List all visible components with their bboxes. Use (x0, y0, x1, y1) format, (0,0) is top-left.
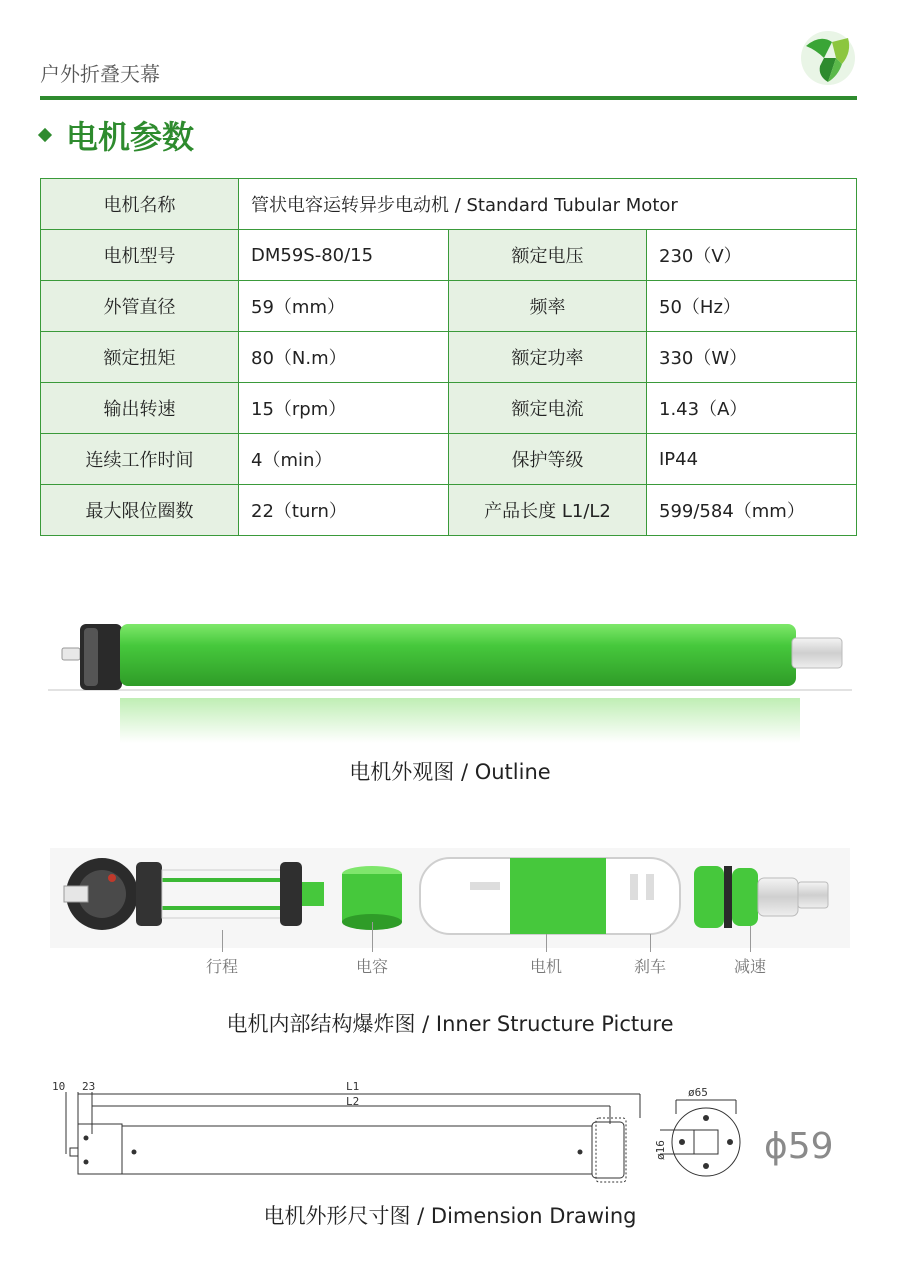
section-heading (40, 112, 194, 158)
part-label-gearbox: 减速 (733, 957, 767, 976)
param-value: IP44 (647, 434, 857, 485)
category-title: 户外折叠天幕 (40, 62, 160, 86)
dimension-drawing (40, 1074, 860, 1190)
part-label-capacitor: 电容 (355, 957, 389, 976)
dim-16: ø16 (654, 1140, 667, 1160)
table-row (41, 179, 857, 230)
param-label: 电机名称 (41, 179, 239, 230)
table-row (41, 434, 857, 485)
param-label: 外管直径 (41, 281, 239, 332)
table-row (41, 332, 857, 383)
dim-10: 10 (52, 1080, 66, 1093)
dim-diameter: ϕ59 (764, 1126, 834, 1167)
param-value: 59（mm） (239, 281, 449, 332)
leader-line (372, 922, 373, 952)
param-label: 额定扭矩 (41, 332, 239, 383)
param-value: DM59S-80/15 (239, 230, 449, 281)
param-label: 额定功率 (449, 332, 647, 383)
param-value: 4（min） (239, 434, 449, 485)
header-rule (40, 96, 857, 100)
inner-structure-caption: 电机内部结构爆炸图 / Inner Structure Picture (226, 1012, 674, 1036)
motor-outline-image (48, 608, 852, 748)
param-value: 50（Hz） (647, 281, 857, 332)
part-label-motor: 电机 (529, 957, 563, 976)
param-label: 产品长度 L1/L2 (449, 485, 647, 536)
motor-params-table (40, 178, 857, 536)
param-value: 330（W） (647, 332, 857, 383)
section-title: 电机参数 (66, 118, 195, 156)
param-value: 管状电容运转异步电动机 / Standard Tubular Motor (239, 179, 857, 230)
leader-line (222, 930, 223, 952)
param-value: 599/584（mm） (647, 485, 857, 536)
diamond-bullet-icon (38, 128, 52, 142)
param-value: 15（rpm） (239, 383, 449, 434)
outline-caption: 电机外观图 / Outline (349, 760, 551, 784)
table-row (41, 281, 857, 332)
dimension-caption: 电机外形尺寸图 / Dimension Drawing (263, 1204, 637, 1228)
param-value: 230（V） (647, 230, 857, 281)
part-label-brake: 刹车 (633, 957, 667, 976)
param-label: 额定电压 (449, 230, 647, 281)
param-label: 连续工作时间 (41, 434, 239, 485)
company-logo-icon (798, 28, 858, 88)
param-value: 1.43（A） (647, 383, 857, 434)
table-row (41, 383, 857, 434)
dim-l1: L1 (346, 1080, 360, 1093)
leader-line (750, 926, 751, 952)
part-label-limit: 行程 (205, 957, 239, 976)
leader-line (650, 934, 651, 952)
inner-structure-image (50, 848, 850, 948)
param-value: 80（N.m） (239, 332, 449, 383)
dim-l2: L2 (346, 1095, 360, 1108)
table-row (41, 230, 857, 281)
dim-65: ø65 (688, 1086, 708, 1099)
param-label: 输出转速 (41, 383, 239, 434)
param-label: 最大限位圈数 (41, 485, 239, 536)
param-value: 22（turn） (239, 485, 449, 536)
param-label: 频率 (449, 281, 647, 332)
leader-line (546, 934, 547, 952)
table-row (41, 485, 857, 536)
dim-23: 23 (82, 1080, 96, 1093)
param-label: 保护等级 (449, 434, 647, 485)
param-label: 额定电流 (449, 383, 647, 434)
param-label: 电机型号 (41, 230, 239, 281)
